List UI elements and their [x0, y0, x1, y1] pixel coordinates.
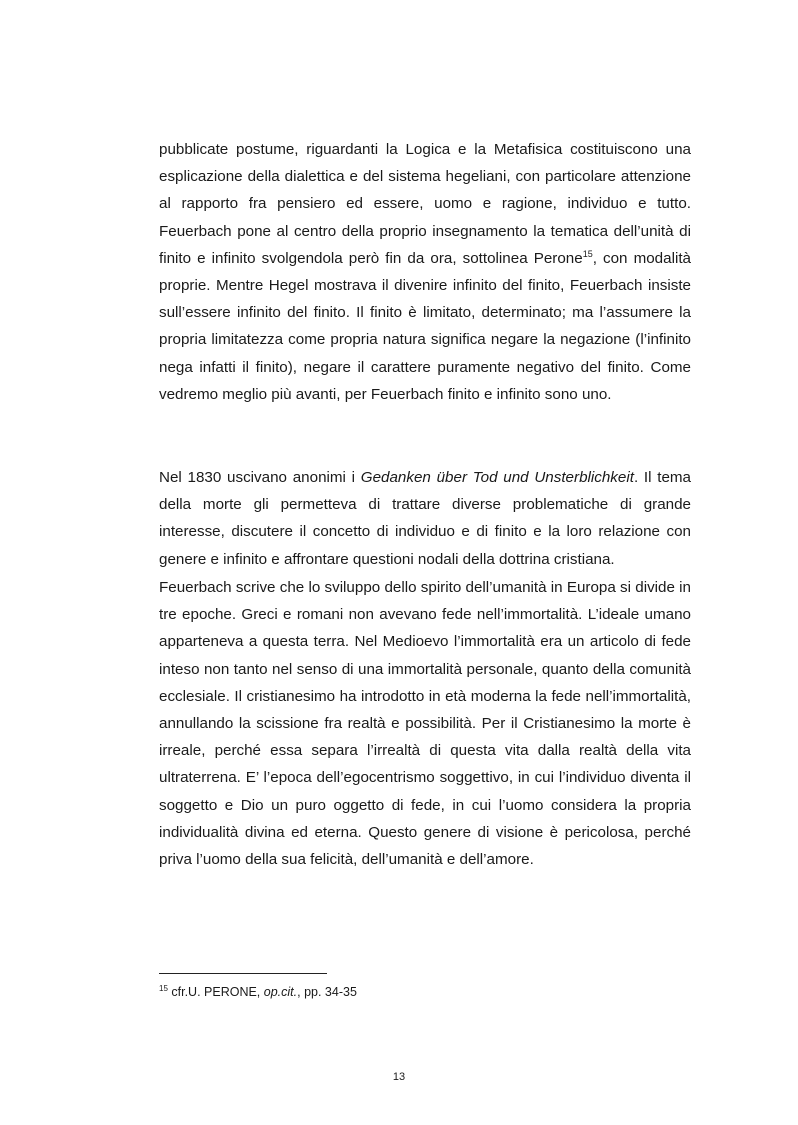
- paragraph-logic-metaphysics: [159, 136, 691, 408]
- book-title: Gedanken über Tod und Unsterblichkeit: [360, 469, 634, 486]
- footnote-number: 15: [159, 983, 168, 993]
- paragraph-three-epochs: [159, 574, 691, 873]
- paragraph-text: Nel 1830 uscivano anonimi i: [159, 469, 361, 486]
- footnote-separator: [159, 973, 327, 974]
- footnote: [159, 984, 357, 1000]
- footnote-text-end: , pp. 34-35: [297, 985, 357, 999]
- footnote-text: cfr.U. PERONE,: [167, 985, 264, 999]
- footnote-italic: op.cit.: [263, 985, 298, 999]
- page-number: 13: [392, 1071, 406, 1083]
- paragraph-text: , con modalità proprie. Mentre Hegel mostrava il divenire infinito del finito, Feuerbach insiste sull’essere infinito del finito. Il finito è limitato, determinato; ma l’assumere la propria limitatezza come propria natura significa negare la negazione (l’infinito nega infatti il finito), negare il carattere puramente negativo del finito. Come vedremo meglio più avanti, per Feuerbach finito e infinito sono uno.: [159, 249, 691, 403]
- paragraph-gedanken: [159, 464, 691, 573]
- paragraph-text: . Il tema della morte gli permetteva di trattare diverse problematiche di grande interesse, discutere il concetto di individuo e di finito e la loro relazione con genere e infinito e affrontare questioni nodali della dottrina cristiana.: [159, 469, 691, 568]
- paragraph-text: pubblicate postume, riguardanti la Logica e la Metafisica costituiscono una esplicazione della dialettica e del sistema hegeliani, con particolare attenzione al rapporto fra pensiero ed essere, uomo e ragione, individuo e tutto. Feuerbach pone al centro della proprio insegnamento la tematica dell’unità di finito e infinito svolgendola però fin da ora, sottolinea Perone: [159, 141, 691, 267]
- footnote-reference[interactable]: 15: [582, 248, 593, 259]
- paragraph-text: Feuerbach scrive che lo sviluppo dello spirito dell’umanità in Europa si divide in tre epoche. Greci e romani non avevano fede nell’immortalità. L’ideale umano apparteneva a questa terra. Nel Medioevo l’immortalità era un articolo di fede inteso non tanto nel senso di una immortalità personale, quanto della comunità ecclesiale. Il cristianesimo ha introdotto in età moderna la fede nell’immortalità, annullando la scissione fra realtà e possibilità. Per il Cristianesimo la morte è irreale, perché essa separa l’irrealtà di questa vita dalla realtà della vita ultraterrena. E’ l’epoca dell’egocentrismo soggettivo, in cui l’individuo diventa il soggetto e Dio un puro oggetto di fede, in cui l’uomo considera la propria individualità divina ed eterna. Questo genere di visione è pericolosa, perché priva l’uomo della sua felicità, dell’umanità e dell’amore.: [159, 579, 691, 869]
